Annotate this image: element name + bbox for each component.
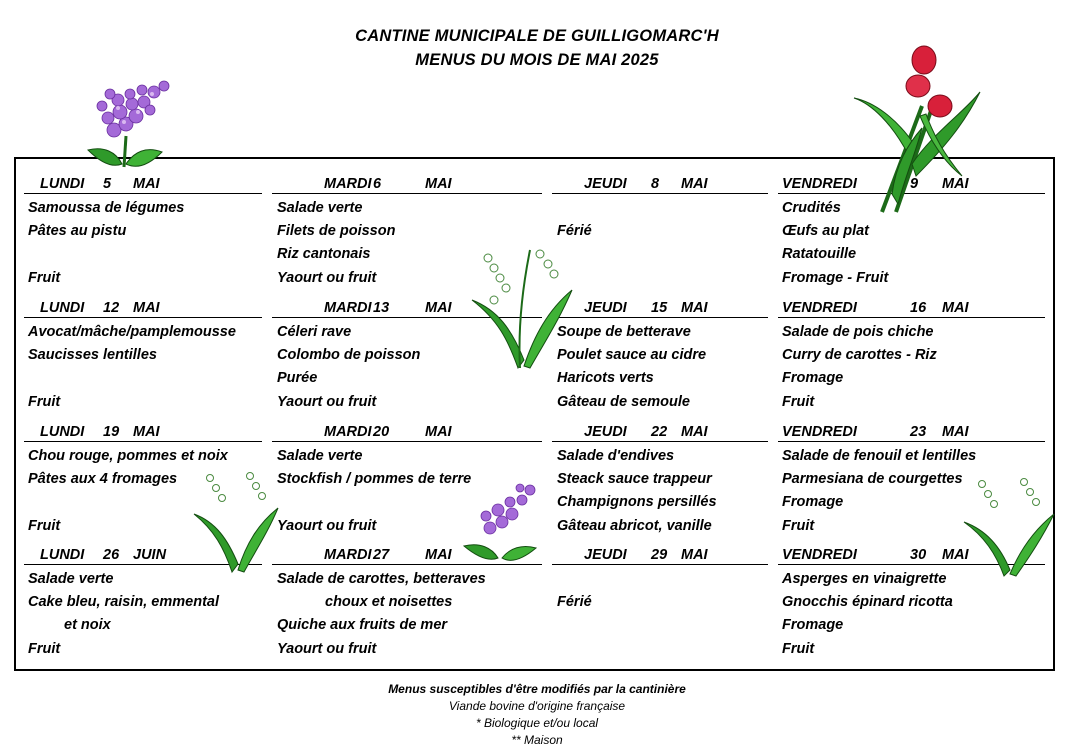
menu-item: Yaourt ou fruit [277, 394, 377, 410]
day-number: 9 [910, 176, 919, 192]
menu-item: Férié [557, 223, 592, 239]
page-title: CANTINE MUNICIPALE DE GUILLIGOMARC'H [355, 27, 719, 45]
menu-item: Parmesiana de courgettes [782, 471, 963, 487]
menu-item: Fromage [782, 617, 844, 633]
menu-item: Cake bleu, raisin, emmental [28, 594, 219, 610]
day-name: LUNDI [40, 547, 85, 563]
menu-item: Fruit [782, 518, 815, 534]
menu-item: Stockfish / pommes de terre [277, 471, 472, 487]
lilac-flower-icon [74, 72, 184, 182]
menu-item: Saucisses lentilles [28, 347, 157, 363]
day-month: MAI [425, 300, 452, 316]
menu-item: Poulet sauce au cidre [557, 347, 707, 363]
menu-item: Filets de poisson [277, 223, 396, 239]
day-header-underline [552, 193, 768, 194]
day-number: 16 [910, 300, 927, 316]
day-header-underline [552, 441, 768, 442]
menu-item: Fromage [782, 370, 844, 386]
day-name: VENDREDI [782, 424, 857, 440]
day-header-underline [552, 564, 768, 565]
day-name: JEUDI [584, 547, 627, 563]
day-month: MAI [942, 176, 969, 192]
day-number: 20 [373, 424, 390, 440]
day-number: 6 [373, 176, 382, 192]
menu-item: Chou rouge, pommes et noix [28, 448, 228, 464]
menu-item: Champignons persillés [557, 494, 717, 510]
lily-of-the-valley-icon [192, 466, 282, 574]
menu-item: Gnocchis épinard ricotta [782, 594, 953, 610]
menu-item: Quiche aux fruits de mer [277, 617, 448, 633]
day-number: 19 [103, 424, 120, 440]
day-number: 12 [103, 300, 120, 316]
day-name: MARDI [324, 424, 372, 440]
day-number: 23 [910, 424, 927, 440]
menu-item: Soupe de betterave [557, 324, 691, 340]
menu-item: Férié [557, 594, 592, 610]
menu-item: Fruit [28, 394, 61, 410]
day-number: 22 [651, 424, 668, 440]
footer-homemade: ** Maison [511, 733, 563, 747]
menu-item: et noix [64, 617, 111, 633]
day-name: JEUDI [584, 176, 627, 192]
lily-of-the-valley-icon [962, 474, 1058, 578]
day-number: 27 [373, 547, 390, 563]
menu-item: Fruit [782, 641, 815, 657]
menu-item: Salade verte [28, 571, 114, 587]
menu-item: Pâtes au pistu [28, 223, 127, 239]
menu-item: Curry de carottes - Riz [782, 347, 937, 363]
day-header-underline [778, 317, 1045, 318]
day-header-underline [24, 317, 262, 318]
page-subtitle: MENUS DU MOIS DE MAI 2025 [415, 51, 659, 69]
menu-item: Samoussa de légumes [28, 200, 185, 216]
footer-note: Menus susceptibles d'être modifiés par la cantinière [388, 682, 686, 696]
menu-item: Salade verte [277, 448, 363, 464]
day-month: MAI [681, 176, 708, 192]
day-header-underline [272, 441, 542, 442]
menu-item: Gâteau de semoule [557, 394, 690, 410]
day-number: 5 [103, 176, 112, 192]
day-month: MAI [133, 424, 160, 440]
day-name: LUNDI [40, 424, 85, 440]
day-month: JUIN [133, 547, 167, 563]
day-number: 8 [651, 176, 660, 192]
menu-item: Salade verte [277, 200, 363, 216]
day-name: LUNDI [40, 300, 85, 316]
menu-item: Fruit [28, 270, 61, 286]
day-month: MAI [425, 424, 452, 440]
menu-item: Yaourt ou fruit [277, 518, 377, 534]
day-number: 30 [910, 547, 927, 563]
menu-item: Yaourt ou fruit [277, 270, 377, 286]
day-name: JEUDI [584, 300, 627, 316]
day-header-underline [272, 193, 542, 194]
menu-item: Steack sauce trappeur [557, 471, 712, 487]
day-name: MARDI [324, 176, 372, 192]
menu-item: Salade de fenouil et lentilles [782, 448, 977, 464]
day-header-underline [24, 441, 262, 442]
day-header-underline [24, 193, 262, 194]
menu-item: Œufs au plat [782, 223, 870, 239]
day-number: 13 [373, 300, 390, 316]
tulip-bouquet-icon [852, 44, 992, 219]
menu-item: choux et noisettes [325, 594, 453, 610]
menu-item: Céleri rave [277, 324, 352, 340]
menu-item: Asperges en vinaigrette [782, 571, 947, 587]
day-number: 15 [651, 300, 668, 316]
day-name: VENDREDI [782, 547, 857, 563]
lilac-flower-icon [460, 478, 546, 566]
day-month: MAI [942, 424, 969, 440]
day-month: MAI [681, 424, 708, 440]
menu-item: Gâteau abricot, vanille [557, 518, 712, 534]
menu-item: Haricots verts [557, 370, 654, 386]
menu-item: Pâtes aux 4 fromages [28, 471, 178, 487]
day-name: MARDI [324, 547, 372, 563]
menu-item: Yaourt ou fruit [277, 641, 377, 657]
menu-item: Fruit [28, 518, 61, 534]
day-month: MAI [133, 176, 160, 192]
day-month: MAI [425, 176, 452, 192]
menu-item: Fruit [28, 641, 61, 657]
day-number: 26 [103, 547, 120, 563]
day-month: MAI [681, 547, 708, 563]
menu-item: Ratatouille [782, 246, 857, 262]
day-month: MAI [133, 300, 160, 316]
day-header-underline [552, 317, 768, 318]
day-name: LUNDI [40, 176, 85, 192]
day-name: VENDREDI [782, 300, 857, 316]
footer-organic: * Biologique et/ou local [475, 716, 599, 730]
menu-item: Fromage [782, 494, 844, 510]
day-month: MAI [425, 547, 452, 563]
menu-item: Salade de pois chiche [782, 324, 934, 340]
day-month: MAI [942, 300, 969, 316]
menu-item: Avocat/mâche/pamplemousse [28, 324, 236, 340]
menu-item: Purée [277, 370, 318, 386]
day-header-underline [778, 441, 1045, 442]
day-month: MAI [942, 547, 969, 563]
day-name: JEUDI [584, 424, 627, 440]
day-month: MAI [681, 300, 708, 316]
day-number: 29 [651, 547, 668, 563]
menu-item: Salade de carottes, betteraves [277, 571, 486, 587]
menu-item: Salade d'endives [557, 448, 675, 464]
menu-item: Riz cantonais [277, 246, 371, 262]
menu-item: Fruit [782, 394, 815, 410]
menu-item: Fromage - Fruit [782, 270, 889, 286]
footer-origin: Viande bovine d'origine française [448, 699, 626, 713]
lily-of-the-valley-icon [468, 240, 578, 372]
day-name: MARDI [324, 300, 372, 316]
menu-item: Crudités [782, 200, 841, 216]
day-name: VENDREDI [782, 176, 857, 192]
menu-item: Colombo de poisson [277, 347, 421, 363]
